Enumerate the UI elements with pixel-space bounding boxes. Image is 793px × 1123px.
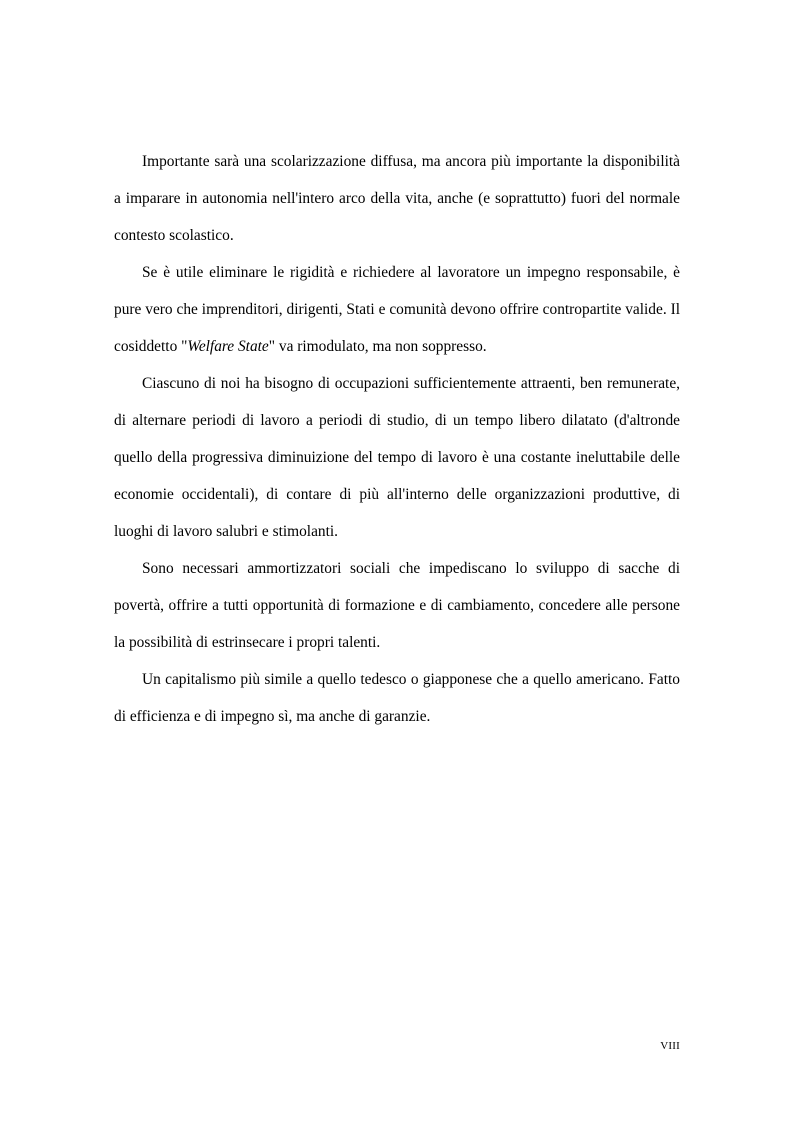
paragraph-5: Un capitalismo più simile a quello tedesco o giapponese che a quello americano. Fatto di efficienza e di impegno sì, ma anche di garanzie. bbox=[114, 671, 680, 725]
welfare-state-emphasis: Welfare State bbox=[187, 338, 269, 355]
body-text bbox=[114, 143, 680, 735]
paragraph-2 bbox=[114, 254, 680, 365]
paragraph-1: Importante sarà una scolarizzazione diffusa, ma ancora più importante la disponibilità a imparare in autonomia nell'intero arco della vita, anche (e soprattutto) fuori del normale contesto scolastico. bbox=[114, 153, 680, 244]
paragraph-2-text-end: " va rimodulato, ma non soppresso. bbox=[268, 338, 487, 355]
paragraph-4: Sono necessari ammortizzatori sociali che impediscano lo sviluppo di sacche di povertà, offrire a tutti opportunità di formazione e di cambiamento, concedere alle persone la possibilità di estrinsecare i propri talenti. bbox=[114, 560, 680, 651]
page-number: VIII bbox=[660, 1040, 680, 1052]
paragraph-3: Ciascuno di noi ha bisogno di occupazioni sufficientemente attraenti, ben remunerate, di alternare periodi di lavoro a periodi di studio, di un tempo libero dilatato (d'altronde quello della progressiva diminuizione del tempo di lavoro è una costante ineluttabile delle economie occidentali), di contare di più all'interno delle organizzazioni produttive, di luoghi di lavoro salubri e stimolanti. bbox=[114, 375, 680, 540]
paragraph-2-text-start: Se è utile eliminare le rigidità e richiedere al lavoratore un impegno responsabile, è pure vero che imprenditori, dirigenti, Stati e comunità devono offrire contropartite valide. Il cosiddetto " bbox=[114, 264, 680, 355]
